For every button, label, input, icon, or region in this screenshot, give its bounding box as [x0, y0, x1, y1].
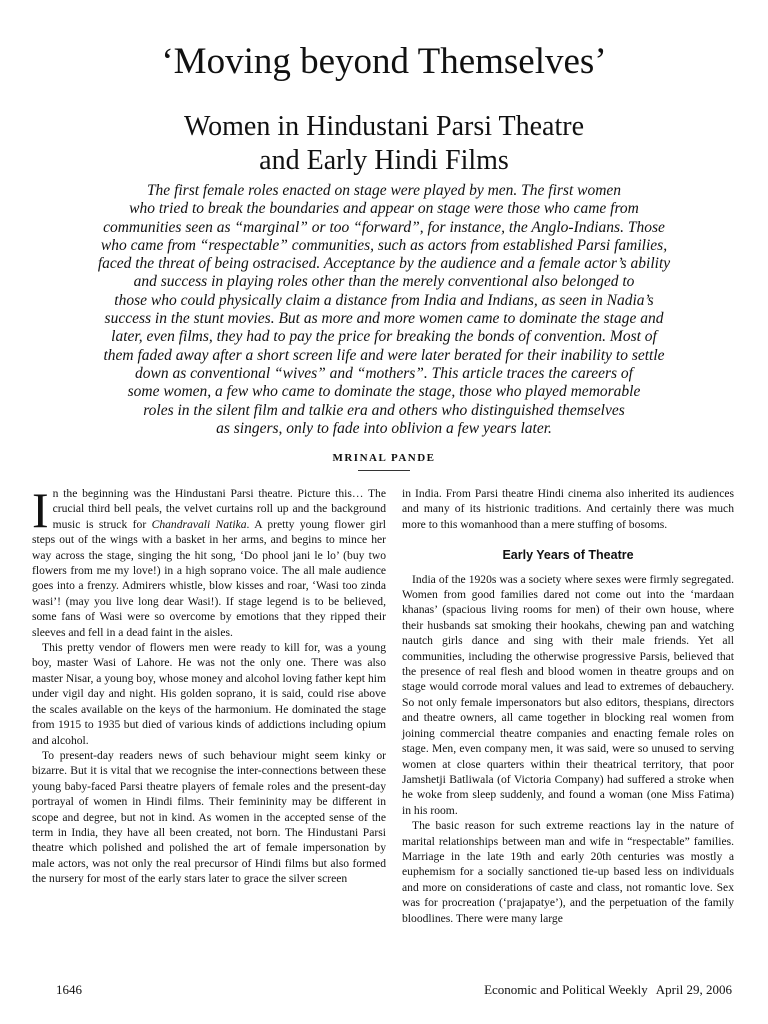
body-paragraph: in India. From Parsi theatre Hindi cinema also inherited its audiences and many of its histrionic traditions. And certainly there was much more to this womanhood than a mere stuffing of bosoms. — [402, 487, 734, 531]
abstract-line: The first female roles enacted on stage were played by men. The first women — [146, 182, 622, 199]
subtitle-line: Women in Hindustani Parsi Theatre — [183, 111, 585, 142]
abstract — [70, 182, 698, 438]
body-paragraph — [32, 482, 386, 640]
journal-footer — [484, 982, 732, 998]
body-paragraph: To present-day readers news of such behaviour might seem kinky or bizarre. But it is vital that we recognise the inter-connections between these young baby-faced Parsi theatre players of female roles and the present-day portrayal of women in Hindi films. Their femininity may be different in scope and degree, but not in kind. As women in the accepted sense of the term in India, they have all been created, not born. The Hindustani Parsi theatre which polished and polished the art of female impersonation by male actors, was not only the real precursor of Hindi films but also formed the nursery for most of the early stars later to grace the silver screen — [32, 748, 386, 886]
abstract-line: who tried to break the boundaries and appear on stage were those who came from — [129, 200, 639, 218]
page-number: 1646 — [56, 982, 82, 997]
abstract-line: and success in playing roles other than the merely conventional also belonged to — [133, 273, 635, 291]
abstract-line: them faded away after a short screen life and were later berated for their inability to settle — [103, 346, 665, 364]
author-name: MRINAL PANDE — [332, 452, 436, 464]
subtitle-line: and Early Hindi Films — [259, 145, 509, 176]
abstract-line: success in the stunt movies. But as more and more women came to dominate the stage and — [104, 310, 664, 328]
abstract-line: who came from “respectable” communities, such as actors from established Parsi families, — [100, 236, 668, 254]
right-column — [402, 486, 734, 926]
paragraph-text: . A pretty young flower girl steps out of the wings with a basket in her arms, and begins to mince her way across the stage, singing the hit song, ‘Do phool jani le lo’ (buy two flowers from me my love!) in a high soprano voice. The all male audience goes into a frenzy. Admirers whistle, blow kisses and roar, ‘Wasi too zinda wasi’! (may you live long dear Wasi!). If stage legend is to be believed, some fans of Wasi were so overcome by emotions that they ripped their sleeves and fell in a dead faint in the aisles. — [32, 517, 386, 639]
abstract-line: some women, a few who came to dominate the stage, those who played memorable — [127, 383, 641, 401]
abstract-line: faced the threat of being ostracised. Acceptance by the audience and a female actor’s ability — [97, 255, 671, 273]
abstract-line: as singers, only to fade into oblivion a few years later. — [216, 419, 552, 437]
article-title: ‘Moving beyond Themselves’ — [161, 41, 607, 82]
body-paragraph: India of the 1920s was a society where sexes were firmly segregated. Women from good families dared not come out into the ‘mardaan khanas’ (spacious living rooms for men) of their own house, where their husbands sat smoking their hookahs, chewing pan and watching nautch girls dance and sing with their male friends. Yet all communities, including the otherwise progressive Parsis, believed that the presence of real flesh and blood women in theatre groups and on stage would corrode moral values and lead to extremes of debauchery. So not only female impersonators but also editors, thespians, directors and theatre owners, all came together in blocking real women from joining commercial theatre companies and enacting female roles on stage. Men, even company men, it was said, were so unused to serving women at close quarters within their theatrical territory, that poor Jamshetji Batliwala (of Victoria Company) had suffered a stroke when he woke from sleep suddenly, and found a woman (one Miss Fatima) in his room. — [402, 572, 734, 817]
section-heading: Early Years of Theatre — [502, 548, 634, 563]
abstract-line: those who could physically claim a distance from India and Indians, as seen in Nadia’s — [114, 291, 654, 309]
abstract-line: roles in the silent film and talkie era and others who distinguished themselves — [143, 401, 625, 419]
journal-name: Economic and Political Weekly — [484, 982, 648, 997]
paragraph-text: n the beginning was the Hindustani Parsi theatre. Picture this… The crucial third bell peals, the velvet curtains roll up and the background music is struck for — [52, 487, 386, 531]
abstract-line: later, even films, they had to pay the price for breaking the bonds of convention. Most of — [111, 328, 657, 346]
drop-cap: I — [32, 482, 49, 538]
abstract-line: communities seen as “marginal” or too “forward”, for instance, the Anglo-Indians. Those — [103, 218, 665, 236]
left-column — [32, 482, 386, 887]
article-subtitle — [0, 110, 768, 178]
author-divider — [358, 470, 410, 471]
play-title: Chandravali Natika — [151, 517, 247, 531]
issue-date: April 29, 2006 — [655, 982, 732, 997]
abstract-line: down as conventional “wives” and “mothers”. This article traces the careers of — [135, 364, 633, 382]
body-paragraph: The basic reason for such extreme reactions lay in the nature of marital relationships between man and wife in “respectable” families. Marriage in the late 19th and early 20th centuries was mostly a euphemism for a socially sanctioned tie-up based less on individuals and more on considerations of caste and class, not romantic love. Sex was for procreation (‘prajapatye’), and the perpetuation of the family bloodlines. There were many large — [402, 819, 734, 925]
body-paragraph: This pretty vendor of flowers men were ready to kill for, was a young boy, master Wasi of Lahore. He was not the only one. There was also master Nisar, a young boy, whose money and alcohol loving father kept him under vigil day and night. His golden soprano, it is said, could rise above the scales available on the keys of the harmonium. He dominated the stage from 1915 to 1935 but died of various kinds of addictions including opium and alcohol. — [32, 641, 386, 747]
